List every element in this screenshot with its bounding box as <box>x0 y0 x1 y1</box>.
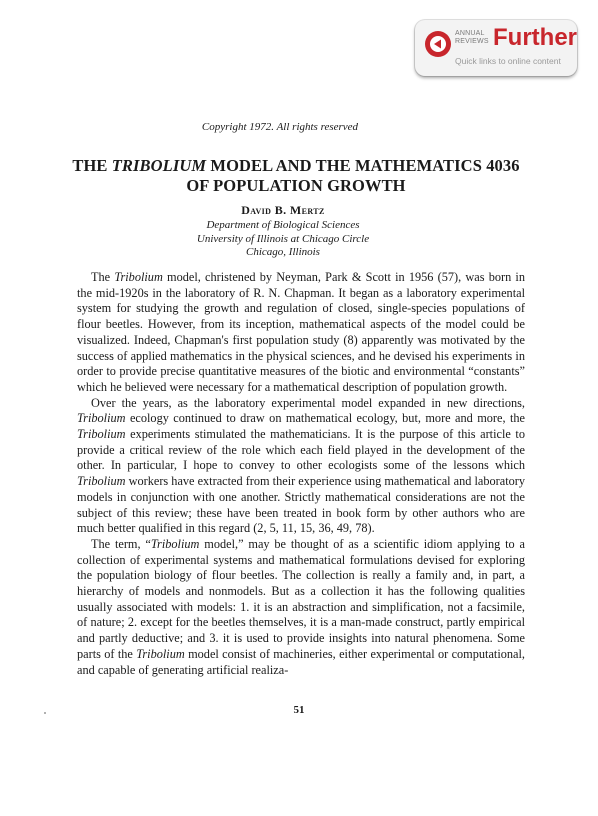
author-affiliation <box>0 219 566 260</box>
annual-reviews-arrow-icon <box>425 31 451 57</box>
scan-speck <box>44 712 46 714</box>
paragraph-3: The term, “Tribolium model,” may be thought of as a scientific idiom applying to a collection of experimental systems and mathematical formulations devised for exploring the population biology of flour beetles. The collection is really a family and, in part, a hierarchy of models and nonmodels. But as a collection it has the following qualities usually associated with models: 1. it is an abstraction and simplification, not a facsimile, of nature; 2. except for the beetles themselves, it is a man-made construct, partly empirical and partly deductive; and 3. it is used to provide insights into natural phenomena. Some parts of the Tribolium model consist of machineries, either experimental or computational, and capable of generating artificial realiza- <box>77 536 525 677</box>
badge-reviews-text: REVIEWS <box>455 38 489 45</box>
paragraph-2: Over the years, as the laboratory experimental model expanded in new directions, Tribolium ecology continued to draw on mathematical ecology, but, more and more, the Tribolium experiments stimulated the mathematicians. It is the purpose of this article to provide a critical review of the role which each field played in the development of the other. In particular, I hope to convey to other ecologists some of the lessons which Tribolium workers have extracted from their experience using mathematical and laboratory models in conjunction with one another. Strictly mathematical considerations are not the subject of this review; these have been treated in book form by other authors who are much better qualified in this regard (2, 5, 11, 15, 36, 49, 78). <box>77 395 526 536</box>
title-line-1: THE TRIBOLIUM MODEL AND THE MATHEMATICS 4036 <box>72 156 520 175</box>
author-name: David B. Mertz <box>241 203 325 217</box>
badge-further-link[interactable]: Further <box>493 24 577 51</box>
badge-annual-text: ANNUAL <box>455 30 485 37</box>
copyright-notice: Copyright 1972. All rights reserved <box>201 121 359 133</box>
affiliation-department: Department of Biological Sciences <box>206 219 360 231</box>
article-body <box>77 270 525 678</box>
badge-subtitle: Quick links to online content <box>455 56 561 66</box>
page-number: 51 <box>293 704 305 716</box>
article-title <box>36 156 556 196</box>
affiliation-city: Chicago, Illinois <box>246 246 320 258</box>
title-line-2: OF POPULATION GROWTH <box>186 176 406 195</box>
affiliation-university: University of Illinois at Chicago Circle <box>196 232 370 245</box>
further-badge[interactable] <box>415 20 577 76</box>
paragraph-1: The Tribolium model, christened by Neyman, Park & Scott in 1956 (57), was born in the mid-1920s in the laboratory of R. N. Chapman. It began as a laboratory experimental system for studying the growth and regulation of closed, single-species populations of flour beetles. However, from its inception, mathematical aspects of the model could be visualized. Indeed, Chapman's first population study (8) apparently was motivated by the success of applied mathematics in the physical sciences, and he devised his experiments in order to provide precise quantitative measures of the biotic and environmental “constants” which he believed were necessary for a mathematical description of population growth. <box>77 270 525 394</box>
